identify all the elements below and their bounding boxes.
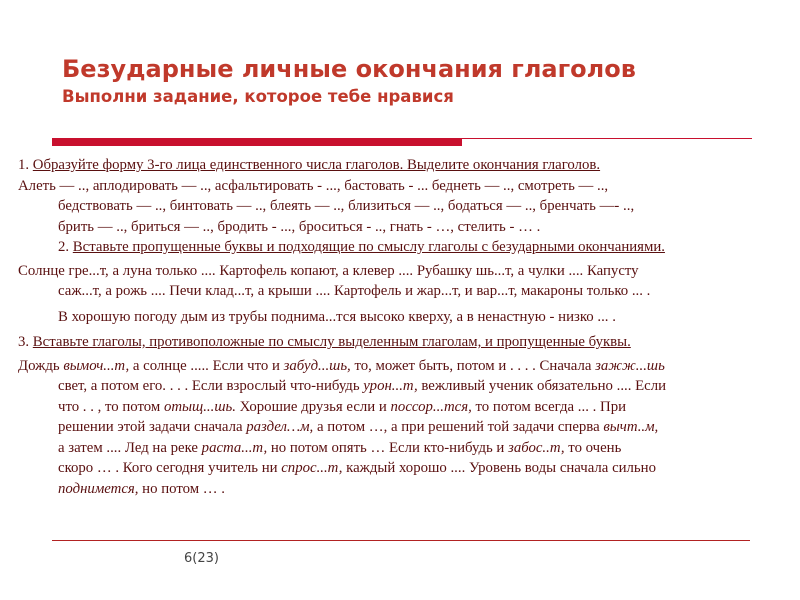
task-2-title: Вставьте пропущенные буквы и подходящие по смыслу глаголы с безударными окончаниями. xyxy=(72,239,665,255)
text-run: то потом всегда ... . При xyxy=(471,398,627,415)
text-run: решении этой задачи сначала xyxy=(58,419,247,435)
task-3-line-6 xyxy=(18,458,793,479)
highlighted-verb: зажж...шь xyxy=(595,357,665,374)
text-run: Дождь xyxy=(18,357,64,374)
task-3-line-5 xyxy=(18,438,793,459)
page-number: 6(23) xyxy=(184,551,219,566)
task-1-line-2: бедствовать — .., бинтовать — .., блеять — .., близиться — .., бодаться — .., бренчать —- .., xyxy=(58,198,635,214)
highlighted-verb: раздел…м, xyxy=(246,419,314,435)
task-3-line-7 xyxy=(18,479,793,500)
text-run: что . . , то потом xyxy=(58,398,164,415)
task-2-heading xyxy=(18,237,793,258)
task-2-line-3: В хорошую погоду дым из трубы поднима...тся высоко кверху, а в ненастную - низко ... . xyxy=(58,308,616,325)
text-run: Хорошие друзья если и xyxy=(235,398,391,415)
highlighted-verb: вычт..м, xyxy=(603,419,659,435)
highlighted-verb: забуд...шь, xyxy=(283,357,351,374)
task-3-number: 3. xyxy=(18,334,33,350)
footer-rule xyxy=(52,540,750,541)
task-1-title: Образуйте форму 3-го лица единственного числа глаголов. Выделите окончания глаголов. xyxy=(32,157,601,173)
task-2-number: 2. xyxy=(58,239,73,255)
task-3-title: Вставьте глаголы, противоположные по смыслу выделенным глаголам, и пропущенные буквы. xyxy=(32,334,631,350)
exercise-body xyxy=(18,155,793,499)
highlighted-verb: отыщ...шь. xyxy=(163,398,236,415)
task-3-line-2 xyxy=(18,376,793,397)
text-run: каждый хорошо .... Уровень воды сначала сильно xyxy=(342,460,657,476)
task-3-line-1 xyxy=(18,356,793,377)
highlighted-verb: вымоч...т, xyxy=(63,357,130,374)
task-2-line-1: Солнце гре...т, а луна только .... Картофель копают, а клевер .... Рубашку шь...т, а чулки .... Капусту xyxy=(18,262,639,279)
task-2-line-2: саж...т, а рожь .... Печи клад...т, а крыши .... Картофель и жар...т, и вар...т, макароны только ... . xyxy=(58,283,651,299)
task-1-heading xyxy=(18,155,793,176)
highlighted-verb: поднимется, xyxy=(58,480,139,497)
text-run: а потом …, а при решений той задачи сперва xyxy=(313,419,604,435)
text-run: но потом … . xyxy=(138,480,225,497)
task-1-line-1: Алеть — .., аплодировать — .., асфальтировать - ..., бастовать - ... беднеть — .., смотреть — .., xyxy=(18,177,609,194)
text-run: вежливый ученик обязательно .... Если xyxy=(417,378,667,394)
highlighted-verb: раста...т, xyxy=(201,439,268,456)
highlighted-verb: забос..т, xyxy=(508,439,565,456)
task-3-line-4 xyxy=(18,417,793,438)
text-run: но потом опять … Если кто-нибудь и xyxy=(267,439,509,456)
text-run: то, может быть, потом и . . . . Сначала xyxy=(350,357,596,374)
task-3-heading xyxy=(18,332,793,353)
highlighted-verb: поссор...тся, xyxy=(390,398,472,415)
text-run: а солнце ..... Если что и xyxy=(129,357,284,374)
task-1-number: 1. xyxy=(18,157,33,173)
text-run: скоро … . Кого сегодня учитель ни xyxy=(58,460,282,476)
text-run: а затем .... Лед на реке xyxy=(58,439,202,456)
slide-subtitle: Выполни задание, которое тебе нравися xyxy=(62,87,454,106)
text-run: свет, а потом его. . . . Если взрослый что-нибудь xyxy=(58,378,364,394)
highlighted-verb: урон...т, xyxy=(363,378,418,394)
task-3-line-3 xyxy=(18,397,793,418)
text-run: то очень xyxy=(564,439,622,456)
header-rule-thick xyxy=(52,138,462,146)
task-1-line-3: брить — .., бриться — .., бродить - ..., броситься - .., гнать - …, стелить - … . xyxy=(58,218,541,235)
slide-title: Безударные личные окончания глаголов xyxy=(62,55,636,83)
highlighted-verb: спрос...т, xyxy=(281,460,343,476)
